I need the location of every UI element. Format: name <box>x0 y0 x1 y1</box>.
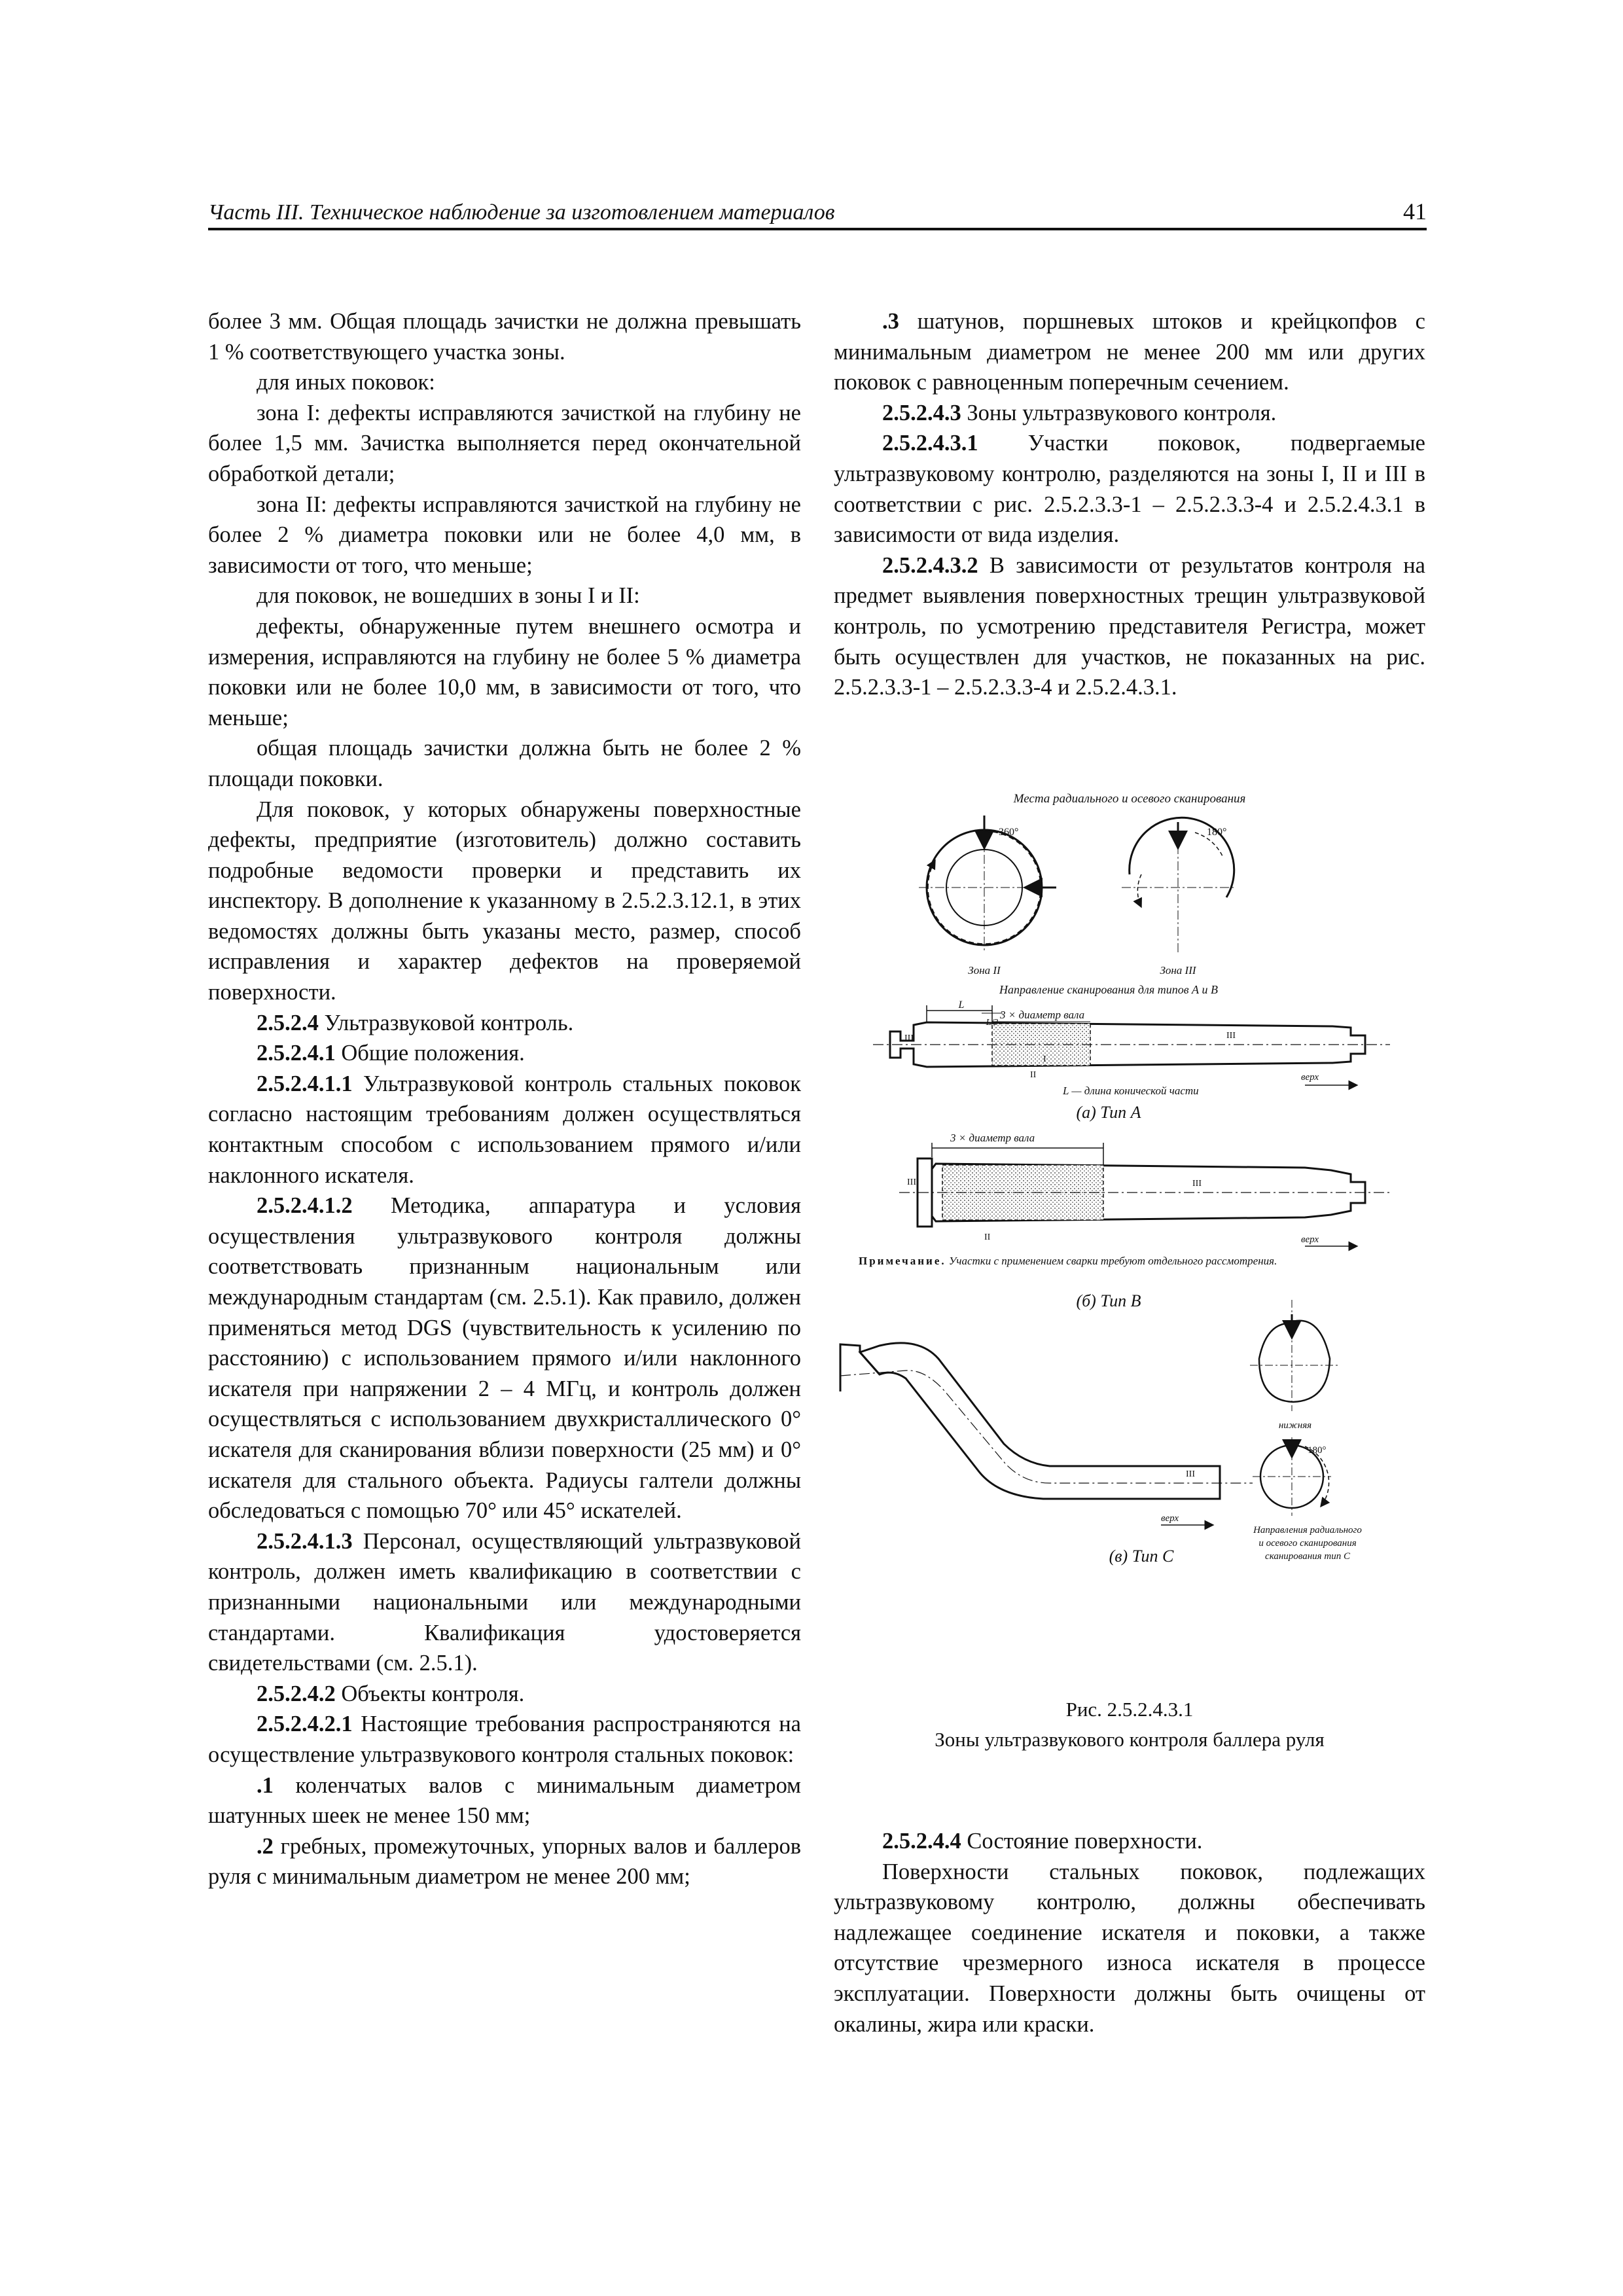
up-label: верх <box>1301 1072 1319 1083</box>
section-number: 2.5.2.4.2 <box>257 1681 336 1706</box>
list-number: .2 <box>257 1833 274 1859</box>
section-heading: 2.5.2.4 Ультразвуковой контроль. <box>257 1010 574 1035</box>
section-heading: 2.5.2.4.2 Объекты контроля. <box>257 1681 525 1706</box>
right-column <box>834 306 1425 703</box>
paragraph: Для поковок, у которых обнаружены поверхностные дефекты, предприятие (изготовитель) должно составить подробные ведомости проверки и представить их инспектору. В дополнение к указанному в 2.5.2.3.12.1, в этих ведомостях должны быть указаны место, размер, способ исправления и характер дефектов на проверяемой поверхности. <box>208 797 801 1005</box>
up-label: верх <box>1161 1513 1179 1524</box>
three-diameter-label: 3 × диаметр вала <box>1000 1009 1085 1021</box>
angle-label: 360° <box>999 827 1019 838</box>
type-c-caption: (в) Тип С <box>1109 1547 1174 1566</box>
zone-iii-mark: III <box>904 1033 914 1043</box>
note-text: Участки с применением сварки требуют отдельного рассмотрения. <box>946 1255 1277 1267</box>
shaft-type-b <box>899 1143 1390 1227</box>
section-heading: 2.5.2.4.3 Зоны ультразвукового контроля. <box>882 400 1277 425</box>
scan-direction-caption: Направление сканирования для типов А и В <box>999 983 1219 996</box>
section-number: 2.5.2.4.1.2 <box>257 1193 353 1219</box>
zone-ii-circle <box>919 816 1056 953</box>
type-a-caption: (а) Тип А <box>1076 1103 1141 1122</box>
up-label: верх <box>1301 1234 1319 1245</box>
zone-iii-circle <box>1122 817 1234 953</box>
list-item: .1 коленчатых валов с минимальным диаметром шатунных шеек не менее 150 мм; <box>208 1772 801 1829</box>
list-item: .2 гребных, промежуточных, упорных валов и баллеров руля с минимальным диаметром не менее 200 мм; <box>208 1833 801 1890</box>
zone-iii-label: Зона III <box>1160 964 1196 977</box>
type-c-caption-line: сканирования тип С <box>1265 1551 1350 1562</box>
left-column <box>208 306 801 1892</box>
section-paragraph: 2.5.2.4.3.2 В зависимости от результатов контроля на предмет выявления поверхностных трещин ультразвуковой контроль, по усмотрению представителя Регистра, может быть осуществлен для участков, не показанных на рис. 2.5.2.3.3-1 – 2.5.2.3.3-4 и 2.5.2.4.3.1. <box>834 552 1425 700</box>
zone-ii-label: Зона II <box>968 964 1001 977</box>
section-number: 2.5.2.4.3.1 <box>882 431 978 456</box>
label-l3: L/3 <box>986 1018 999 1028</box>
zone-iii-mark: III <box>1192 1179 1202 1189</box>
l-definition: L — длина конической части <box>1063 1085 1199 1097</box>
type-c-section-lower <box>1250 1300 1339 1411</box>
zone-ii-mark: II <box>984 1232 991 1242</box>
paragraph: зона I: дефекты исправляются зачисткой на глубину не более 1,5 мм. Зачистка выполняется перед окончательной обработкой детали; <box>208 400 801 486</box>
header-title: Часть III. Техническое наблюдение за изготовлением материалов <box>208 200 835 224</box>
type-c-caption-line: и осевого сканирования <box>1258 1538 1357 1549</box>
zone-ii-mark: II <box>1030 1070 1037 1080</box>
section-number: 2.5.2.4.1 <box>257 1041 336 1066</box>
zone-i-mark: I <box>1043 1054 1046 1064</box>
figure-note <box>859 1255 1277 1267</box>
paragraph: общая площадь зачистки должна быть не более 2 % площади поковки. <box>208 736 801 791</box>
section-number: 2.5.2.4.1.1 <box>257 1071 353 1096</box>
angle-label: 180° <box>1207 827 1227 838</box>
list-item: .3 шатунов, поршневых штоков и крейцкопфов с минимальным диаметром не менее 200 мм или других поковок с равноценным поперечным сечением. <box>834 309 1425 395</box>
figure-number: Рис. 2.5.2.4.3.1 <box>1065 1698 1194 1721</box>
section-number: 2.5.2.4.3 <box>882 400 961 425</box>
paragraph: для иных поковок: <box>257 370 435 395</box>
angle-label: 180° <box>1308 1445 1327 1456</box>
zone-iii-mark: III <box>907 1177 916 1187</box>
figure-rudder-stock-zones <box>834 783 1425 1712</box>
page-number: 41 <box>1403 198 1427 224</box>
section-number: 2.5.2.4.4 <box>882 1829 961 1854</box>
section-number: 2.5.2.4.3.2 <box>882 552 978 578</box>
figure-drawing <box>834 783 1425 1712</box>
paragraph: дефекты, обнаруженные путем внешнего осмотра и измерения, исправляются на глубину не более 5 % диаметра поковки или не более 10,0 мм, в зависимости от того, что меньше; <box>208 613 801 730</box>
section-number: 2.5.2.4.1.3 <box>257 1528 353 1554</box>
section-paragraph: 2.5.2.4.2.1 Настоящие требования распространяются на осуществление ультразвукового контроля стальных поковок: <box>208 1712 801 1767</box>
paragraph: Поверхности стальных поковок, подлежащих ультразвуковому контролю, должны обеспечивать надлежащее соединение искателя и поковки, а также отсутствие чрезмерного износа искателя в процессе эксплуатации. Поверхности должны быть очищены от окалины, жира или краски. <box>834 1859 1425 2037</box>
paragraph: для поковок, не вошедших в зоны I и II: <box>257 583 640 609</box>
section-heading: 2.5.2.4.1 Общие положения. <box>257 1041 525 1066</box>
section-paragraph: 2.5.2.4.3.1 Участки поковок, подвергаемые ультразвуковому контролю, разделяются на зоны I, II и III в соответствии с рис. 2.5.2.3.3-1 – 2.5.2.3.3-4 и 2.5.2.4.3.1 в зависимости от вида изделия. <box>834 431 1425 548</box>
list-number: .3 <box>882 309 899 334</box>
type-b-caption: (б) Тип В <box>1076 1291 1141 1310</box>
paragraph: зона II: дефекты исправляются зачисткой на глубину не более 2 % диаметра поковки или не более 4,0 мм, в зависимости от того, что меньше; <box>208 492 801 578</box>
section-number: 2.5.2.4.2.1 <box>257 1712 353 1737</box>
section-paragraph: 2.5.2.4.1.3 Персонал, осуществляющий ультразвуковой контроль, должен иметь квалификацию в соответствии с признанными национальными или международными стандартами. Квалификация удостоверяется свидетельствами (см. 2.5.1). <box>208 1528 801 1676</box>
figure-title: Зоны ультразвукового контроля баллера руля <box>935 1728 1325 1751</box>
right-column-bottom <box>834 1826 1425 2039</box>
label-l: L <box>958 999 965 1011</box>
running-header <box>208 198 1427 230</box>
paragraph: более 3 мм. Общая площадь зачистки не должна превышать 1 % соответствующего участка зоны. <box>208 309 801 365</box>
section-paragraph: 2.5.2.4.1.2 Методика, аппаратура и условия осуществления ультразвукового контроля должны соответствовать признанным национальным или международным стандартам (см. 2.5.1). Как правило, должен применяться метод DGS (чувствительность к усилению по расстоянию) с использованием прямого и/или наклонного искателя при напряжении 2 – 4 МГц, и контроль должен осуществляться с использованием двухкристаллического 0° искателя для сканирования вблизи поверхности (25 мм) и 0° искателя для стального объекта. Радиусы галтели должны обследоваться с помощью 70° или 45° искателей. <box>208 1193 801 1524</box>
three-diameter-label: 3 × диаметр вала <box>950 1132 1035 1144</box>
figure-top-caption: Места радиального и осевого сканирования <box>1013 792 1246 806</box>
zone-iii-mark: III <box>1226 1031 1236 1041</box>
note-label: Примечание. <box>859 1255 946 1267</box>
section-paragraph: 2.5.2.4.1.1 Ультразвуковой контроль стальных поковок согласно настоящим требованиям должен осуществляться контактным способом с использованием прямого и/или наклонного искателя. <box>208 1071 801 1188</box>
lower-label: нижняя <box>1278 1420 1312 1431</box>
section-heading: 2.5.2.4.4 Состояние поверхности. <box>882 1829 1203 1854</box>
shaft-type-a <box>873 1005 1390 1067</box>
list-number: .1 <box>257 1772 274 1798</box>
section-number: 2.5.2.4 <box>257 1010 319 1035</box>
type-c-caption-line: Направления радиального <box>1253 1525 1362 1535</box>
zone-iii-mark: III <box>1186 1469 1195 1479</box>
